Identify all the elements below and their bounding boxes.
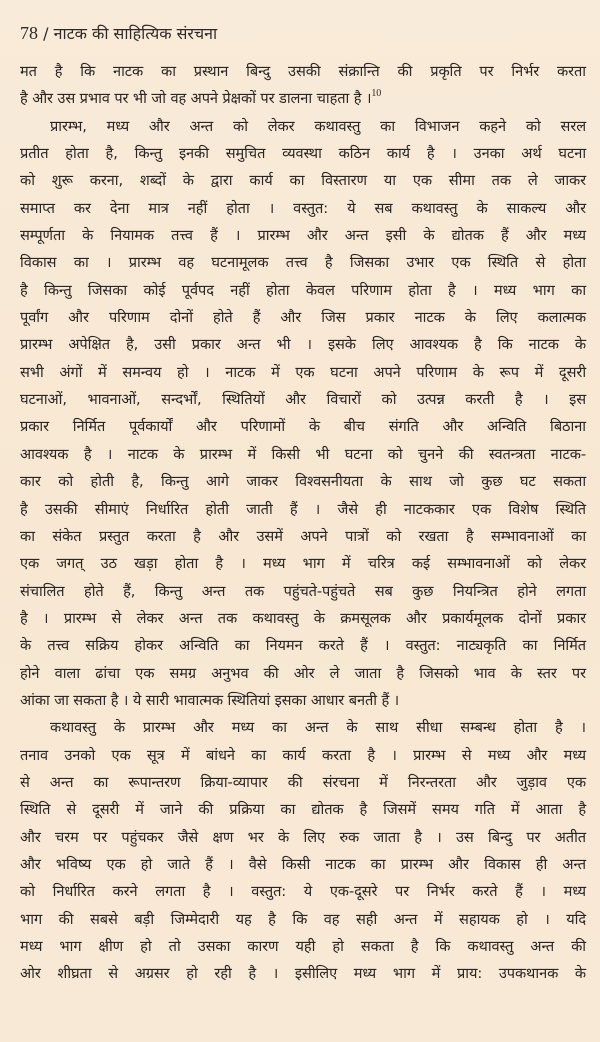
text-line: पूर्वांग और परिणाम दोनों होते हैं और जिस प्रकार नाटक के लिए कलात्मक (20, 309, 586, 327)
paragraph-3 (20, 714, 586, 987)
text-line: मध्य भाग क्षीण हो तो उसका कारण यही हो सकता है कि कथावस्तु अन्त की (20, 938, 586, 955)
text-line: को शुरू करना, शब्दों के द्वारा कार्य का विस्तारण या एक सीमा तक ले जाकर (20, 172, 586, 190)
text-line: है । प्रारम्भ से लेकर अन्त तक कथावस्तु के क्रमसूलक और प्रकार्यमूलक दोनों प्रकार (20, 609, 586, 627)
text-line: और चरम पर पहुंचकर जैसे क्षण भर के लिए रुक जाता है । उस बिन्दु पर अतीत (20, 828, 586, 846)
text-line-with-footnote (20, 85, 586, 112)
text-line: का संकेत प्रस्तुत करता है और उसमें अपने पात्रों को रखता है सम्भावनाओं का (20, 527, 586, 545)
running-head-separator: / (43, 24, 49, 43)
text-line: के तत्त्व सक्रिय होकर अन्विति का नियमन करते हैं । वस्तुत: नाट्यकृति का निर्मित (20, 637, 586, 655)
text-line: प्रकार निर्मित पूर्वकार्यों और परिणामों के बीच संगति और अन्विति बिठाना (20, 418, 586, 436)
text-line: सभी अंगों में समन्वय हो । नाटक में एक घटना अपने परिणाम के रूप में दूसरी (20, 363, 586, 381)
body-text (20, 58, 586, 988)
text-line: संचालित होते हैं, किन्तु अन्त तक पहुंचते-पहुंचते सब कुछ नियन्त्रित होने लगता (20, 582, 586, 600)
text-line: और भविष्य एक हो जाते हैं । वैसे किसी नाटक का प्रारम्भ और विकास ही अन्त (20, 855, 586, 873)
text-line: एक जगत् उठ खड़ा होता है । मध्य भाग में चरित्र कई सम्भावनाओं को लेकर (20, 555, 586, 573)
text-line: आवश्यक है । नाटक के प्रारम्भ में किसी भी घटना को चुनने की स्वतन्त्रता नाटक- (20, 445, 586, 463)
paragraph-1 (20, 58, 586, 113)
text-line: स्थिति से दूसरी में जाने की प्रक्रिया का द्योतक है जिसमें समय गति में आता है (20, 801, 586, 819)
text-line: विकास का । प्रारम्भ वह घटनामूलक तत्त्व है जिसका उभार एक स्थिति से होता (20, 254, 586, 272)
text-line: होने वाला ढांचा एक समग्र अनुभव की ओर ले जाता है जिसको भाव के स्तर पर (20, 664, 586, 682)
text-line: समाप्त कर देना मात्र नहीं होता । वस्तुत: ये सब कथावस्तु के साकल्य और (20, 199, 586, 217)
text-line: कथावस्तु के प्रारम्भ और मध्य का अन्त के साथ सीधा सम्बन्ध होता है । (50, 719, 586, 737)
text-line: है किन्तु जिसका कोई पूर्वपद नहीं होता केवल परिणाम होता है । मध्य भाग का (20, 281, 586, 299)
text-line: प्रारम्भ, मध्य और अन्त को लेकर कथावस्तु का विभाजन कहने को सरल (50, 117, 586, 135)
running-head (20, 22, 217, 45)
book-title: नाटक की साहित्यिक संरचना (53, 24, 218, 43)
text-line: आंका जा सकता है । ये सारी भावात्मक स्थितियां इसका आधार बनती हैं । (20, 691, 400, 709)
text-line: ओर शीघ्रता से अग्रसर हो रही है । इसीलिए मध्य भाग में प्राय: उपकथानक के (20, 965, 586, 983)
text-line: तनाव उनको एक सूत्र में बांधने का कार्य करता है । प्रारम्भ से मध्य और मध्य (20, 746, 586, 764)
text-line: कार को होती है, किन्तु आगे जाकर विश्वसनीयता के साथ जो कुछ घट सकता (20, 473, 586, 491)
footnote-reference: 10 (371, 88, 382, 100)
text-line: से अन्त का रूपान्तरण क्रिया-व्यापार की संरचना में निरन्तरता और जुड़ाव एक (20, 773, 586, 791)
text-line: प्रारम्भ अपेक्षित है, उसी प्रकार अन्त भी । इसके लिए आवश्यक है कि नाटक के (20, 336, 586, 354)
text-line-content: है और उस प्रभाव पर भी जो वह अपने प्रेक्षकों पर डालना चाहता है । (20, 90, 372, 108)
text-line: सम्पूर्णता के नियामक तत्त्व हैं । प्रारम्भ और अन्त इसी के द्योतक हैं और मध्य (20, 227, 586, 245)
page-number: 78 (20, 23, 38, 43)
text-line: को निर्धारित करने लगता है । वस्तुत: ये एक-दूसरे पर निर्भर करते हैं । मध्य (20, 883, 586, 901)
text-line: घटनाओं, भावनाओं, सन्दर्भों, स्थितियों और विचारों को उत्पन्न करती है । इस (20, 391, 586, 409)
text-line: मत है कि नाटक का प्रस्थान बिन्दु उसकी संक्रान्ति की प्रकृति पर निर्भर करता (20, 63, 586, 80)
text-line: भाग की सबसे बड़ी जिम्मेदारी यह है कि वह सही अन्त में सहायक हो । यदि (20, 910, 586, 928)
text-line: है उसकी सीमाएं निर्धारित होती जाती हैं । जैसे ही नाटककार एक विशेष स्थिति (20, 500, 586, 518)
paragraph-2 (20, 113, 586, 715)
text-line: प्रतीत होता है, किन्तु इनकी समुचित व्यवस्था कठिन कार्य है । उनका अर्थ घटना (20, 145, 586, 163)
